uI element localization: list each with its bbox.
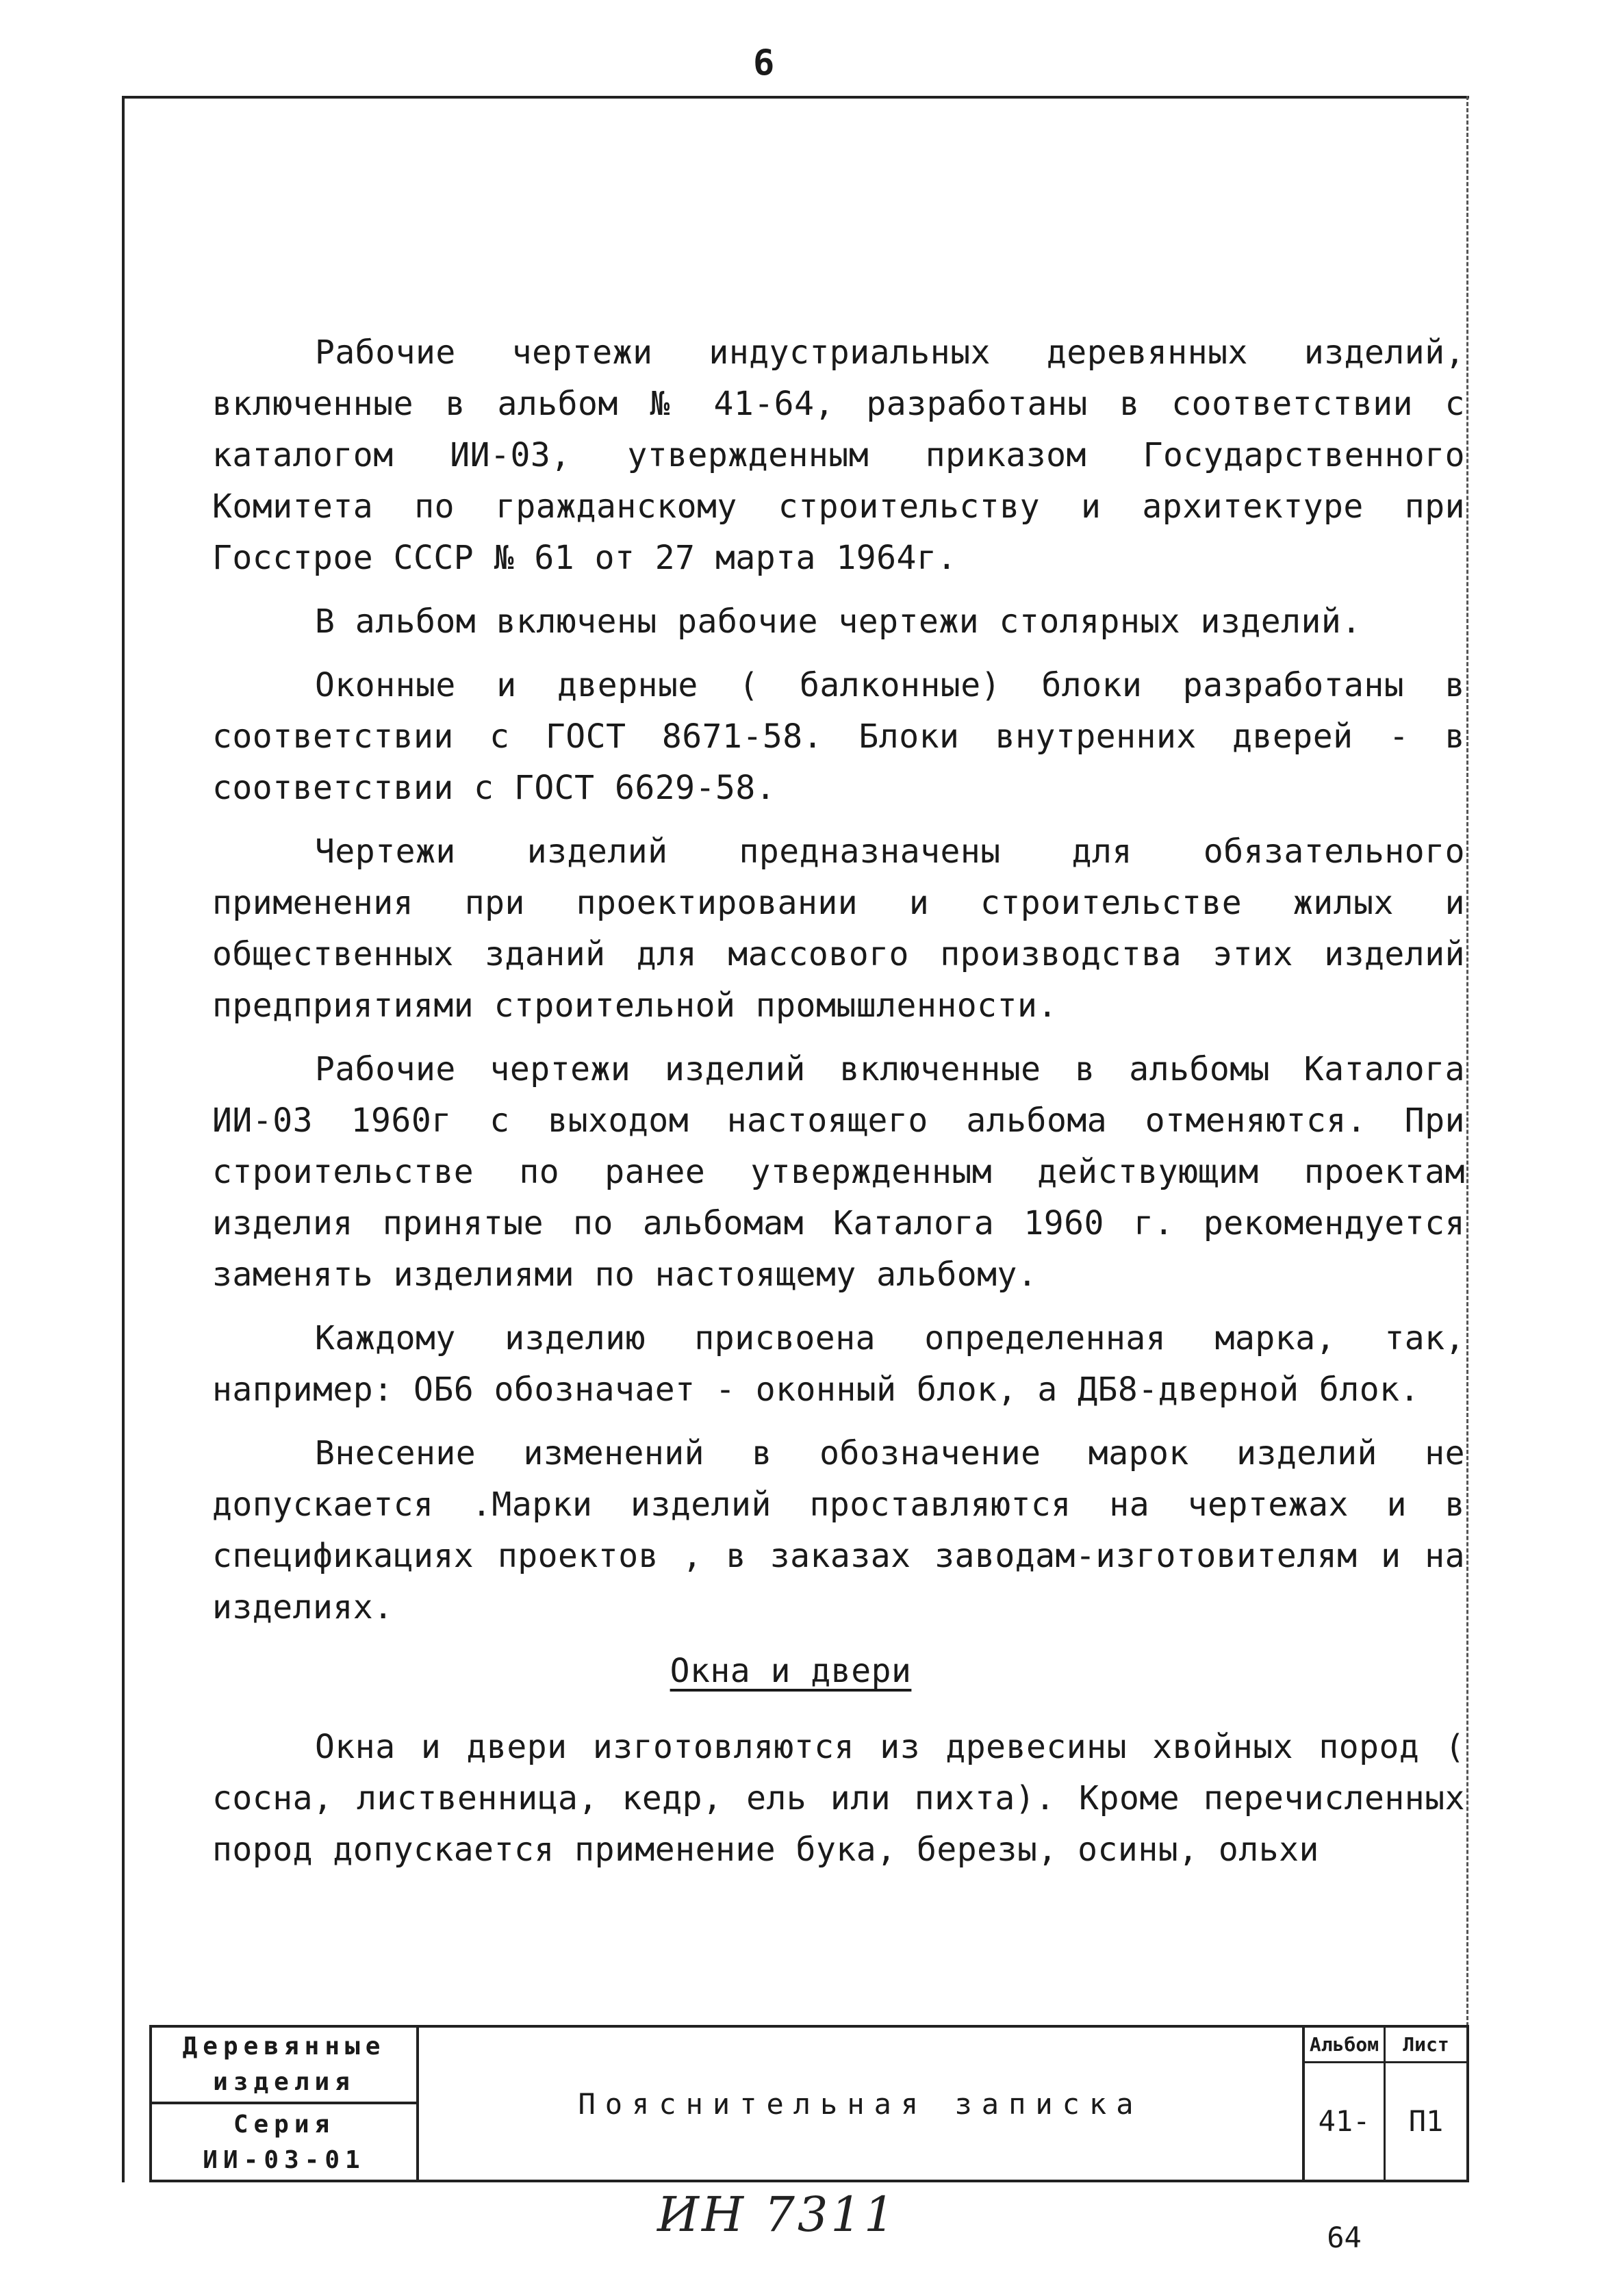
document-title: Пояснительная записка [578, 2087, 1143, 2121]
document-body [212, 327, 1465, 1888]
section-heading [212, 1646, 1465, 1697]
page-number: 6 [753, 42, 775, 84]
handwritten-inventory-number: ИН 7311 [657, 2186, 897, 2243]
product-name-cell [152, 2028, 416, 2104]
paragraph-marking: Каждому изделию присвоена определенная марка, так, например: ОБ6 обозначает - оконный блок, а ДБ8-дверной блок. [212, 1319, 1465, 1409]
paragraph-materials: Окна и двери изготовляются из древесины хвойных пород ( сосна, лиственница, кедр, ель или пихта). Кроме перечисленных пород допускается применение бука, березы, осины, ольхи [212, 1728, 1465, 1869]
product-name-line2: изделия [213, 2068, 355, 2096]
paragraph-no-changes: Внесение изменений в обозначение марок изделий не допускается .Марки изделий проставляются на чертежах и в спецификациях проектов , в заказах заводам-изготовителям и на изделиях. [212, 1434, 1465, 1627]
title-block-refs [1302, 2028, 1466, 2254]
frame-left-border [122, 96, 125, 2182]
series-value: ИИ-03-01 [203, 2146, 366, 2174]
paragraph-intro: Рабочие чертежи индустриальных деревянных изделий, включенные в альбом № 41-64, разработаны в соответствии с каталогом ИИ-03, утвержденным приказом Государственного Комитета по гражданскому строительству и архитектуре при Госстрое СССР № 61 от 27 марта 1964г. [212, 333, 1465, 577]
frame-right-border [1466, 96, 1468, 2026]
sheet-value: П1 [1408, 2104, 1444, 2138]
series-cell [152, 2104, 416, 2180]
album-value: 41-64 [1305, 2063, 1386, 2182]
paragraph-gost: Оконные и дверные ( балконные) блоки разработаны в соответствии с ГОСТ 8671-58. Блоки внутренних дверей - в соответствии с ГОСТ 6629-58. [212, 666, 1465, 807]
paragraph-album-contents: В альбом включены рабочие чертежи столярных изделий. [315, 602, 1362, 641]
sheet-label: Лист [1386, 2028, 1466, 2063]
section-heading-text: Окна и двери [670, 1652, 912, 1690]
album-label: Альбом [1305, 2028, 1386, 2063]
paragraph-supersedes: Рабочие чертежи изделий включенные в альбомы Каталога ИИ-03 1960г с выходом настоящего альбома отменяются. При строительстве по ранее утвержденным действующим проектам изделия принятые по альбомам Каталога 1960 г. рекомендуется заменять изделиями по настоящему альбому. [212, 1050, 1465, 1294]
title-block-product [152, 2028, 419, 2180]
frame-top-border [122, 96, 1469, 99]
product-name-line1: Деревянные [182, 2032, 386, 2061]
series-label: Серия [233, 2110, 335, 2139]
paragraph-purpose: Чертежи изделий предназначены для обязательного применения при проектировании и строительстве жилых и общественных зданий для массового производства этих изделий предприятиями строительной промышленности. [212, 832, 1465, 1025]
